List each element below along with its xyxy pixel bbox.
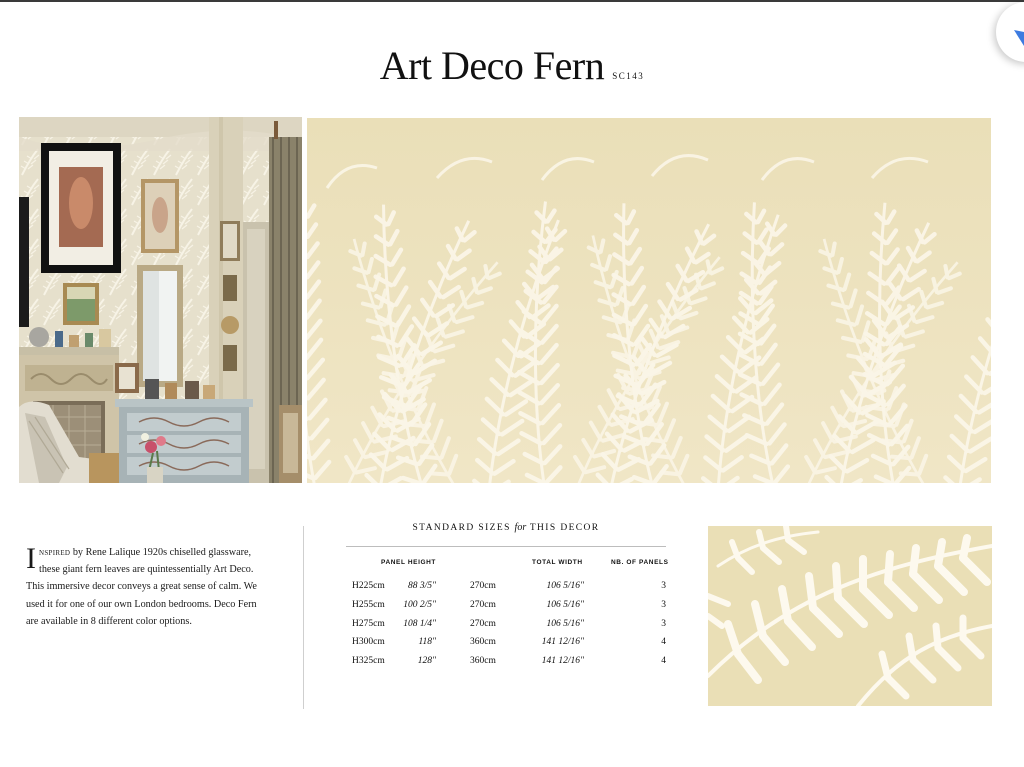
height-cm: H275cm [352,619,385,629]
sizes-title-post: THIS DECOR [529,523,600,533]
table-row [346,600,666,616]
description-lead: nspired [39,547,71,558]
height-cm: H225cm [352,581,385,591]
width-cm: 270cm [470,619,496,629]
width-cm: 270cm [470,581,496,591]
product-title: Art Deco Fern [379,43,605,88]
height-cm: H300cm [352,637,385,647]
width-in: 141 12/16" [541,656,584,666]
table-row [346,581,666,597]
width-in: 106 5/16" [546,600,584,610]
header-nb-panels: NB. OF PANELS [611,559,669,566]
drop-cap: I [26,542,36,575]
panel-count: 4 [661,637,666,647]
table-row [346,637,666,653]
description-body: by Rene Lalique 1920s chiselled glassware, these giant fern leaves are quintessentially Art Deco. This immersive decor conveys a great sense of calm. We used it for one of our own London bedrooms. Deco Fern are available in 8 different color options. [26,547,257,627]
height-in: 128" [417,656,436,666]
width-in: 106 5/16" [546,619,584,629]
width-in: 141 12/16" [541,637,584,647]
top-border [0,0,1024,2]
table-row [346,619,666,635]
panel-count: 3 [661,581,666,591]
panel-count: 3 [661,600,666,610]
table-row [346,656,666,672]
width-cm: 270cm [470,600,496,610]
sizes-divider [346,546,666,547]
width-cm: 360cm [470,637,496,647]
height-cm: H255cm [352,600,385,610]
fern-detail-swatch [708,526,992,706]
sizes-title [346,522,666,533]
height-in: 108 1/4" [403,619,436,629]
column-divider [303,526,304,709]
product-code: SC143 [612,71,645,81]
height-in: 118" [418,637,436,647]
panel-count: 3 [661,619,666,629]
width-cm: 360cm [470,656,496,666]
product-description [26,544,258,630]
height-in: 88 3/5" [407,581,436,591]
fern-panel-image [307,118,991,483]
height-in: 100 2/5" [403,600,436,610]
sizes-title-for: for [514,522,527,533]
panel-count: 4 [661,656,666,666]
page-title [0,42,1024,89]
room-photo [19,117,302,483]
header-panel-height: PANEL HEIGHT [381,559,436,566]
width-in: 106 5/16" [546,581,584,591]
height-cm: H325cm [352,656,385,666]
header-total-width: TOTAL WIDTH [532,559,583,566]
sizes-title-pre: STANDARD SIZES [412,523,511,533]
